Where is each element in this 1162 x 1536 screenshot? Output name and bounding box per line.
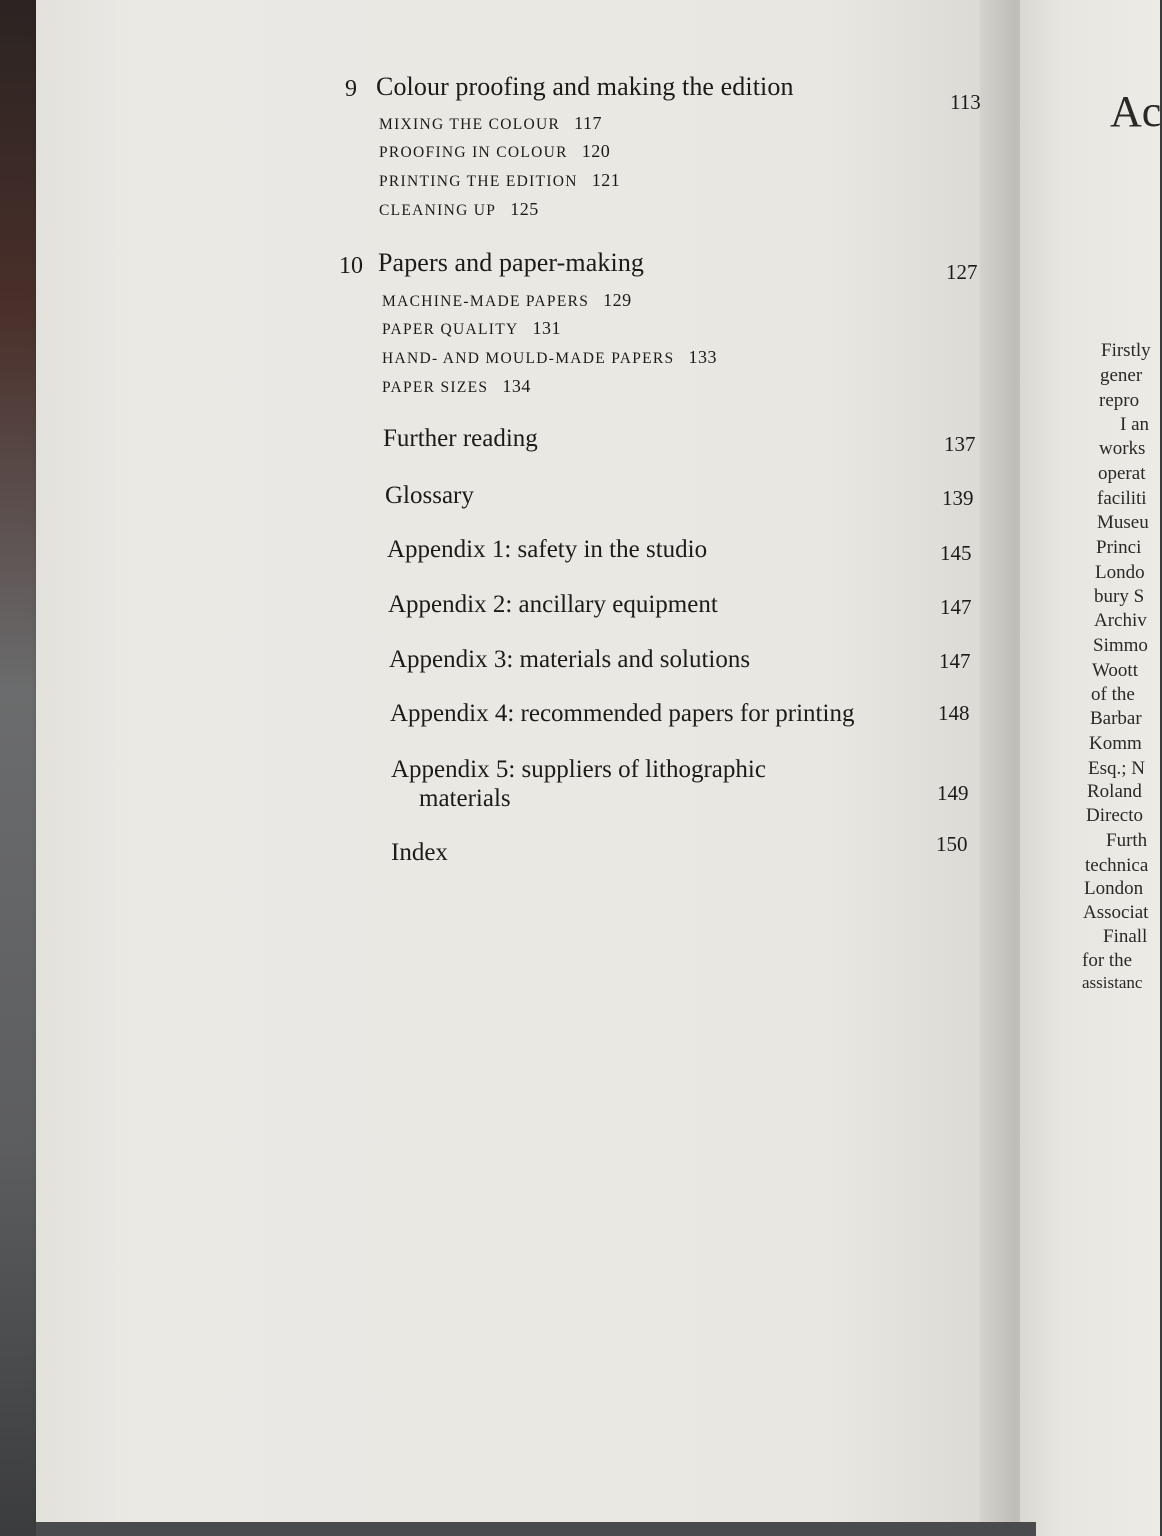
facing-page-line: repro <box>1099 390 1140 411</box>
toc-entry-continuation: materials <box>419 785 511 812</box>
section-label: PRINTING THE EDITION <box>379 173 578 190</box>
facing-page-line: I an <box>1120 414 1150 435</box>
section-entry <box>379 170 620 191</box>
section-entry <box>382 376 531 397</box>
toc-entry-index: Index <box>391 839 448 866</box>
facing-page-text <box>1082 0 1162 1536</box>
section-label: PAPER QUALITY <box>382 321 519 338</box>
toc-entry-page: 137 <box>944 432 976 456</box>
chapter-page: 127 <box>946 260 978 284</box>
section-page: 133 <box>688 347 717 367</box>
toc-entry-page: 148 <box>938 701 970 725</box>
facing-page-line: Londo <box>1095 562 1145 583</box>
section-entry <box>382 347 717 368</box>
toc-entry-page: 145 <box>940 541 972 565</box>
section-page: 125 <box>510 199 539 219</box>
section-label: MIXING THE COLOUR <box>379 116 561 133</box>
toc-entry-title: Appendix 5: suppliers of lithographic <box>391 756 766 783</box>
chapter-number: 9 <box>345 76 357 102</box>
facing-page-line: works <box>1099 438 1146 459</box>
section-page: 134 <box>502 376 531 396</box>
toc-entry-page: 147 <box>939 649 971 673</box>
facing-page-line: Museu <box>1097 512 1149 533</box>
facing-page-line: Komm <box>1089 733 1142 754</box>
chapter-title: Papers and paper-making <box>378 248 645 277</box>
section-entry <box>379 199 539 220</box>
facing-page-line: Woott <box>1092 660 1138 681</box>
toc-entry-glossary: Glossary <box>385 482 474 509</box>
section-label: HAND- AND MOULD-MADE PAPERS <box>382 350 675 367</box>
facing-page-line: technica <box>1085 855 1149 876</box>
section-entry <box>382 290 632 311</box>
facing-page-line: London <box>1084 878 1144 899</box>
facing-page-line: Esq.; N <box>1088 758 1145 779</box>
facing-page-line: bury S <box>1094 586 1145 607</box>
facing-page-line: Furth <box>1106 830 1148 851</box>
toc-entry-appendix-5 <box>391 755 766 813</box>
section-entry <box>379 141 610 162</box>
facing-page-line: Roland <box>1087 781 1142 802</box>
section-page: 117 <box>574 113 602 133</box>
toc-entry-appendix-1: Appendix 1: safety in the studio <box>387 536 708 563</box>
toc-entry-appendix-2: Appendix 2: ancillary equipment <box>388 591 718 618</box>
section-label: MACHINE-MADE PAPERS <box>382 293 590 310</box>
toc-entry-page: 150 <box>936 832 968 856</box>
toc-entry-page: 149 <box>937 781 969 805</box>
section-page: 121 <box>591 170 621 190</box>
toc-entry-page: 147 <box>940 595 972 619</box>
section-label: CLEANING UP <box>379 202 497 219</box>
facing-page-line: assistanc <box>1082 973 1143 992</box>
toc-entry-further-reading: Further reading <box>383 425 538 452</box>
facing-page-line: Firstly <box>1101 340 1151 361</box>
chapter-page: 113 <box>950 90 981 114</box>
section-page: 120 <box>581 141 611 161</box>
facing-page-line: Archiv <box>1094 610 1147 631</box>
section-page: 129 <box>603 290 632 310</box>
facing-page-line: operat <box>1098 463 1146 484</box>
toc-entry-page: 139 <box>942 486 974 510</box>
facing-page-line: gener <box>1100 365 1143 386</box>
facing-page-heading: Ac <box>1110 87 1162 136</box>
section-entry <box>379 113 602 134</box>
facing-page-line: Barbar <box>1090 708 1142 729</box>
chapter-title: Colour proofing and making the edition <box>376 72 794 101</box>
facing-page-line: Directo <box>1086 805 1143 826</box>
facing-page-line: of the <box>1091 684 1135 705</box>
facing-page-line: faciliti <box>1097 488 1147 509</box>
facing-page-line: Finall <box>1103 926 1148 947</box>
section-entry <box>382 318 561 339</box>
toc-entry-appendix-3: Appendix 3: materials and solutions <box>389 646 751 673</box>
section-page: 131 <box>532 318 561 338</box>
chapter-number: 10 <box>339 253 363 279</box>
facing-page-line: Princi <box>1096 537 1142 558</box>
facing-page-line: Simmo <box>1093 635 1148 656</box>
section-label: PAPER SIZES <box>382 379 489 396</box>
facing-page-line: for the <box>1082 950 1133 971</box>
facing-page-line: Associat <box>1083 902 1149 923</box>
toc-entry-appendix-4: Appendix 4: recommended papers for printing <box>390 700 855 727</box>
section-label: PROOFING IN COLOUR <box>379 144 568 161</box>
